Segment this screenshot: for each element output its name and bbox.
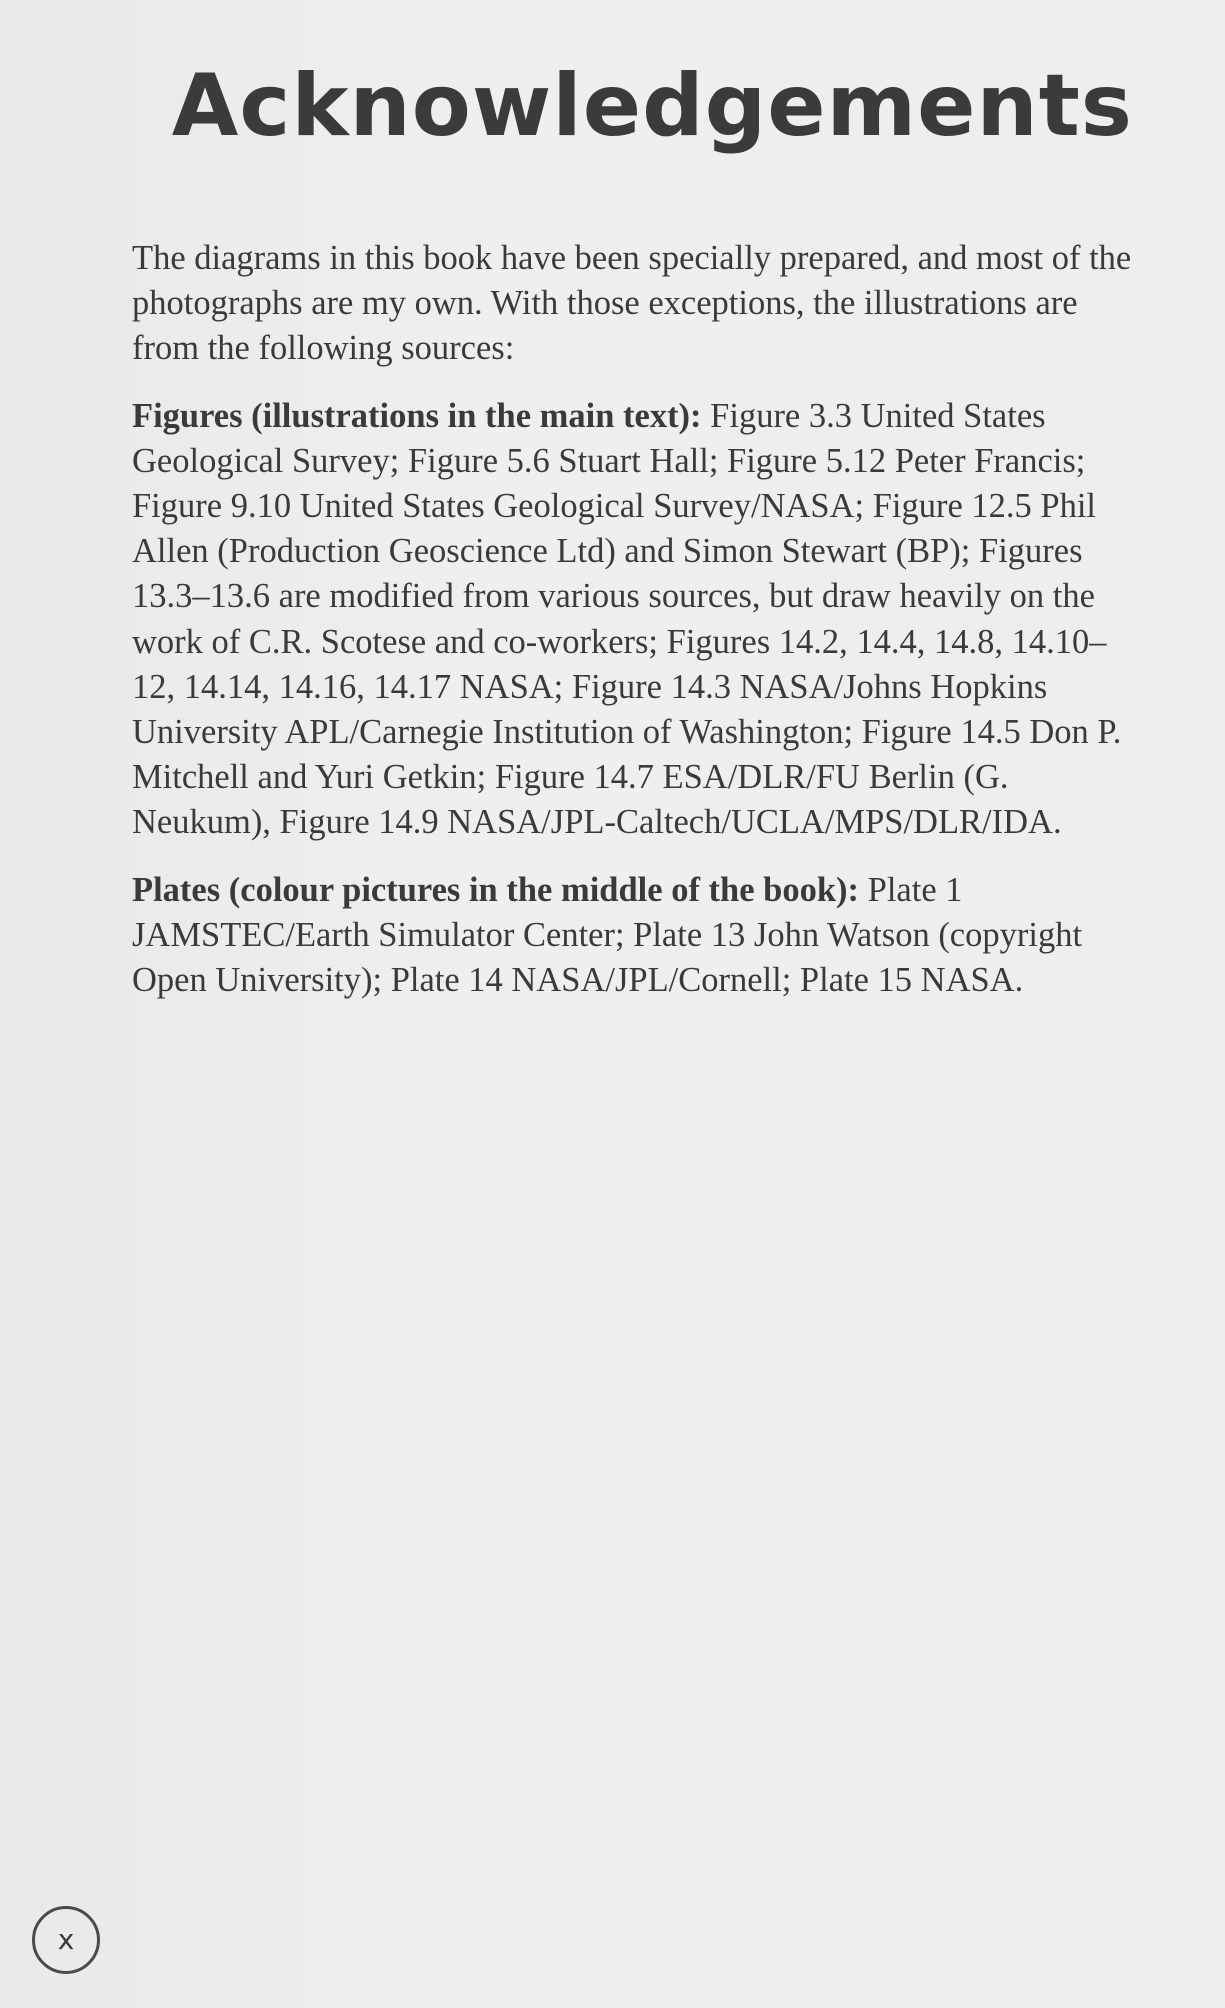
intro-paragraph: The diagrams in this book have been specially prepared, and most of the photographs are my own. With those exceptions, the illustrations are from the following sources:	[132, 239, 1132, 368]
plates-paragraph	[132, 868, 1142, 1004]
figures-credits: Figure 3.3 United States Geological Survey; Figure 5.6 Stuart Hall; Figure 5.12 Peter Francis; Figure 9.10 United States Geological Survey/NASA; Figure 12.5 Phil Allen (Production Geoscience Ltd) and Simon Stewart (BP); Figures 13.3–13.6 are modified from various sources, but draw heavily on the work of C.R. Scotese and co-workers; Figures 14.2, 14.4, 14.8, 14.10–12, 14.14, 14.16, 14.17 NASA; Figure 14.3 NASA/Johns Hopkins University APL/Carnegie Institution of Washington; Figure 14.5 Don P. Mitchell and Yuri Getkin; Figure 14.7 ESA/DLR/FU Berlin (G. Neukum), Figure 14.9 NASA/JPL-Caltech/UCLA/MPS/DLR/IDA.	[132, 396, 1122, 842]
figures-lead: Figures (illustrations in the main text):	[132, 396, 702, 435]
plates-lead: Plates (colour pictures in the middle of the book):	[132, 870, 860, 909]
plates-credits: Plate 1 JAMSTEC/Earth Simulator Center; Plate 13 John Watson (copyright Open University); Plate 14 NASA/JPL/Cornell; Plate 15 NASA.	[132, 870, 1083, 1000]
figures-paragraph	[132, 394, 1142, 846]
acknowledgements-body	[132, 236, 1142, 1025]
page-number: x	[32, 1906, 100, 1974]
page-title: Acknowledgements	[171, 56, 1133, 156]
